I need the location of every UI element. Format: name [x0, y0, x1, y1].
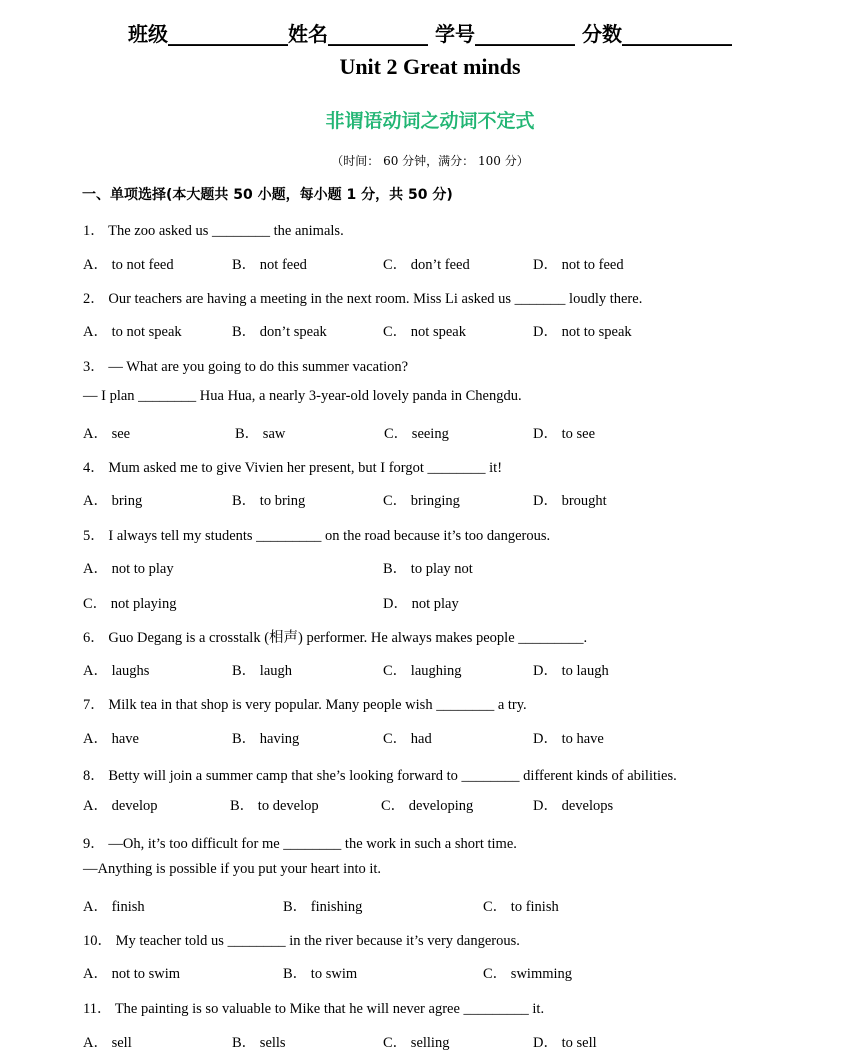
option-b: B． not feed [232, 257, 307, 273]
page-title: Unit 2 Great minds [339, 54, 521, 79]
option-b: B． sells [232, 1035, 286, 1051]
option-a: A． see [83, 426, 131, 442]
option-c: C． selling [383, 1035, 450, 1051]
option-c: C． laughing [383, 663, 462, 679]
option-a: A． sell [83, 1035, 132, 1051]
option-d: D． not to speak [533, 324, 632, 340]
option-c: C． to finish [483, 899, 559, 915]
option-c: C． bringing [383, 493, 460, 509]
question-stem: 8． Betty will join a summer camp that she’s looking forward to ________ different kinds of abilities. [83, 768, 677, 784]
topic-subtitle: 非谓语动词之动词不定式 [325, 110, 535, 132]
question-stem-line2: —Anything is possible if you put your heart into it. [83, 861, 382, 877]
option-a: A． bring [83, 493, 143, 509]
option-b: B． to develop [230, 798, 319, 814]
option-d: D． develops [533, 798, 614, 814]
question-stem: 4． Mum asked me to give Vivien her present, but I forgot ________ it! [83, 460, 503, 476]
option-d: D． not to feed [533, 257, 624, 273]
section-heading: 一、单项选择(本大题共 50 小题，每小题 1 分，共 50 分) [82, 187, 453, 203]
option-a: A． to not speak [83, 324, 182, 340]
question-stem: 7． Milk tea in that shop is very popular. Many people wish ________ a try. [83, 697, 527, 713]
question-stem: 1． The zoo asked us ________ the animals. [83, 223, 344, 239]
option-d: D． to sell [533, 1035, 597, 1051]
option-b: B． to play not [383, 561, 473, 577]
option-b: B． to bring [232, 493, 306, 509]
exam-timing: （时间： 60 分钟，满分： 100 分） [331, 154, 529, 168]
option-d: D． to see [533, 426, 596, 442]
question-stem: 9． —Oh, it’s too difficult for me ________ the work in such a short time. [83, 836, 517, 852]
option-a: A． finish [83, 899, 145, 915]
option-b: B． to swim [283, 966, 358, 982]
option-a: A． have [83, 731, 139, 747]
option-c: C． not playing [83, 596, 177, 612]
option-b: B． having [232, 731, 300, 747]
option-c: C． swimming [483, 966, 573, 982]
option-c: C． not speak [383, 324, 466, 340]
option-d: D． to have [533, 731, 604, 747]
option-c: C． had [383, 731, 432, 747]
option-a: A． develop [83, 798, 158, 814]
option-d: D． to laugh [533, 663, 609, 679]
option-a: A． laughs [83, 663, 150, 679]
option-b: B． don’t speak [232, 324, 327, 340]
question-stem: 10． My teacher told us ________ in the river because it’s very dangerous. [83, 933, 520, 949]
question-stem: 2． Our teachers are having a meeting in the next room. Miss Li asked us _______ loudly there. [83, 291, 643, 307]
option-b: B． laugh [232, 663, 293, 679]
option-a: A． not to swim [83, 966, 181, 982]
option-c: C． seeing [384, 426, 449, 442]
question-stem: 3． — What are you going to do this summer vacation? [83, 359, 409, 375]
question-stem: 5． I always tell my students _________ on the road because it’s too dangerous. [83, 528, 551, 544]
option-c: C． don’t feed [383, 257, 470, 273]
option-b: B． saw [235, 426, 286, 442]
option-c: C． developing [381, 798, 474, 814]
student-info-line: 班级____________姓名__________ 学号__________ 分数___________ [128, 22, 732, 46]
question-stem-line2: — I plan ________ Hua Hua, a nearly 3-year-old lovely panda in Chengdu. [83, 388, 522, 404]
option-a: A． to not feed [83, 257, 174, 273]
option-d: D． not play [383, 596, 459, 612]
question-stem: 11． The painting is so valuable to Mike that he will never agree _________ it. [83, 1001, 545, 1017]
option-d: D． brought [533, 493, 607, 509]
option-a: A． not to play [83, 561, 174, 577]
question-stem: 6． Guo Degang is a crosstalk (相声) performer. He always makes people _________. [83, 630, 588, 646]
option-b: B． finishing [283, 899, 363, 915]
